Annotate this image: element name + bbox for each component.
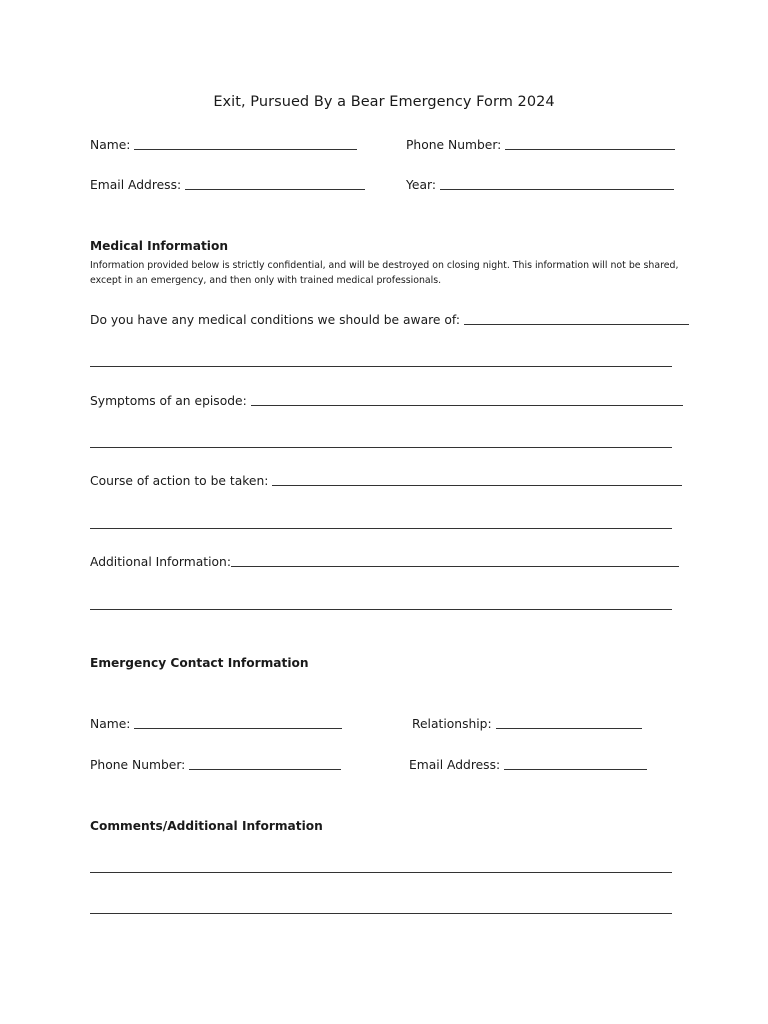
emergency-name-input-line[interactable] bbox=[134, 727, 342, 729]
phone-label: Phone Number: bbox=[406, 138, 502, 152]
conditions-extra-line[interactable] bbox=[90, 366, 672, 367]
additional-field[interactable] bbox=[90, 555, 679, 569]
emergency-email-input-line[interactable] bbox=[504, 768, 647, 770]
email-field[interactable] bbox=[90, 178, 365, 192]
email-input-line[interactable] bbox=[185, 188, 365, 190]
comments-line-1[interactable] bbox=[90, 872, 672, 873]
course-extra-line[interactable] bbox=[90, 528, 672, 529]
name-input-line[interactable] bbox=[134, 148, 357, 150]
phone-field[interactable] bbox=[406, 138, 675, 152]
course-label: Course of action to be taken: bbox=[90, 474, 269, 488]
email-label: Email Address: bbox=[90, 178, 182, 192]
course-field[interactable] bbox=[90, 474, 682, 488]
emergency-email-label: Email Address: bbox=[409, 758, 501, 772]
year-field[interactable] bbox=[406, 178, 674, 192]
year-input-line[interactable] bbox=[440, 188, 674, 190]
additional-extra-line[interactable] bbox=[90, 609, 672, 610]
conditions-input-line[interactable] bbox=[464, 323, 689, 325]
comments-heading: Comments/Additional Information bbox=[90, 819, 323, 833]
emergency-name-label: Name: bbox=[90, 717, 131, 731]
symptoms-input-line[interactable] bbox=[251, 404, 683, 406]
medical-heading: Medical Information bbox=[90, 239, 229, 253]
emergency-phone-label: Phone Number: bbox=[90, 758, 186, 772]
medical-note: Information provided below is strictly confidential, and will be destroyed on closing night. This information will not be shared, except in an emergency, and then only with trained medical professionals. bbox=[90, 260, 679, 286]
relationship-field[interactable] bbox=[412, 717, 642, 731]
form-title: Exit, Pursued By a Bear Emergency Form 2024 bbox=[213, 94, 555, 110]
emergency-phone-input-line[interactable] bbox=[189, 768, 341, 770]
additional-label: Additional Information: bbox=[90, 555, 231, 569]
symptoms-label: Symptoms of an episode: bbox=[90, 394, 247, 408]
emergency-email-field[interactable] bbox=[409, 758, 647, 772]
emergency-heading: Emergency Contact Information bbox=[90, 656, 309, 670]
additional-input-line[interactable] bbox=[231, 565, 679, 567]
emergency-phone-field[interactable] bbox=[90, 758, 341, 772]
name-field[interactable] bbox=[90, 138, 357, 152]
year-label: Year: bbox=[406, 178, 436, 192]
emergency-name-field[interactable] bbox=[90, 717, 342, 731]
comments-line-2[interactable] bbox=[90, 913, 672, 914]
conditions-label: Do you have any medical conditions we should be aware of: bbox=[90, 313, 460, 327]
conditions-field[interactable] bbox=[90, 313, 689, 327]
symptoms-field[interactable] bbox=[90, 394, 683, 408]
course-input-line[interactable] bbox=[272, 484, 682, 486]
relationship-label: Relationship: bbox=[412, 717, 492, 731]
relationship-input-line[interactable] bbox=[496, 727, 642, 729]
name-label: Name: bbox=[90, 138, 131, 152]
phone-input-line[interactable] bbox=[505, 148, 675, 150]
symptoms-extra-line[interactable] bbox=[90, 447, 672, 448]
